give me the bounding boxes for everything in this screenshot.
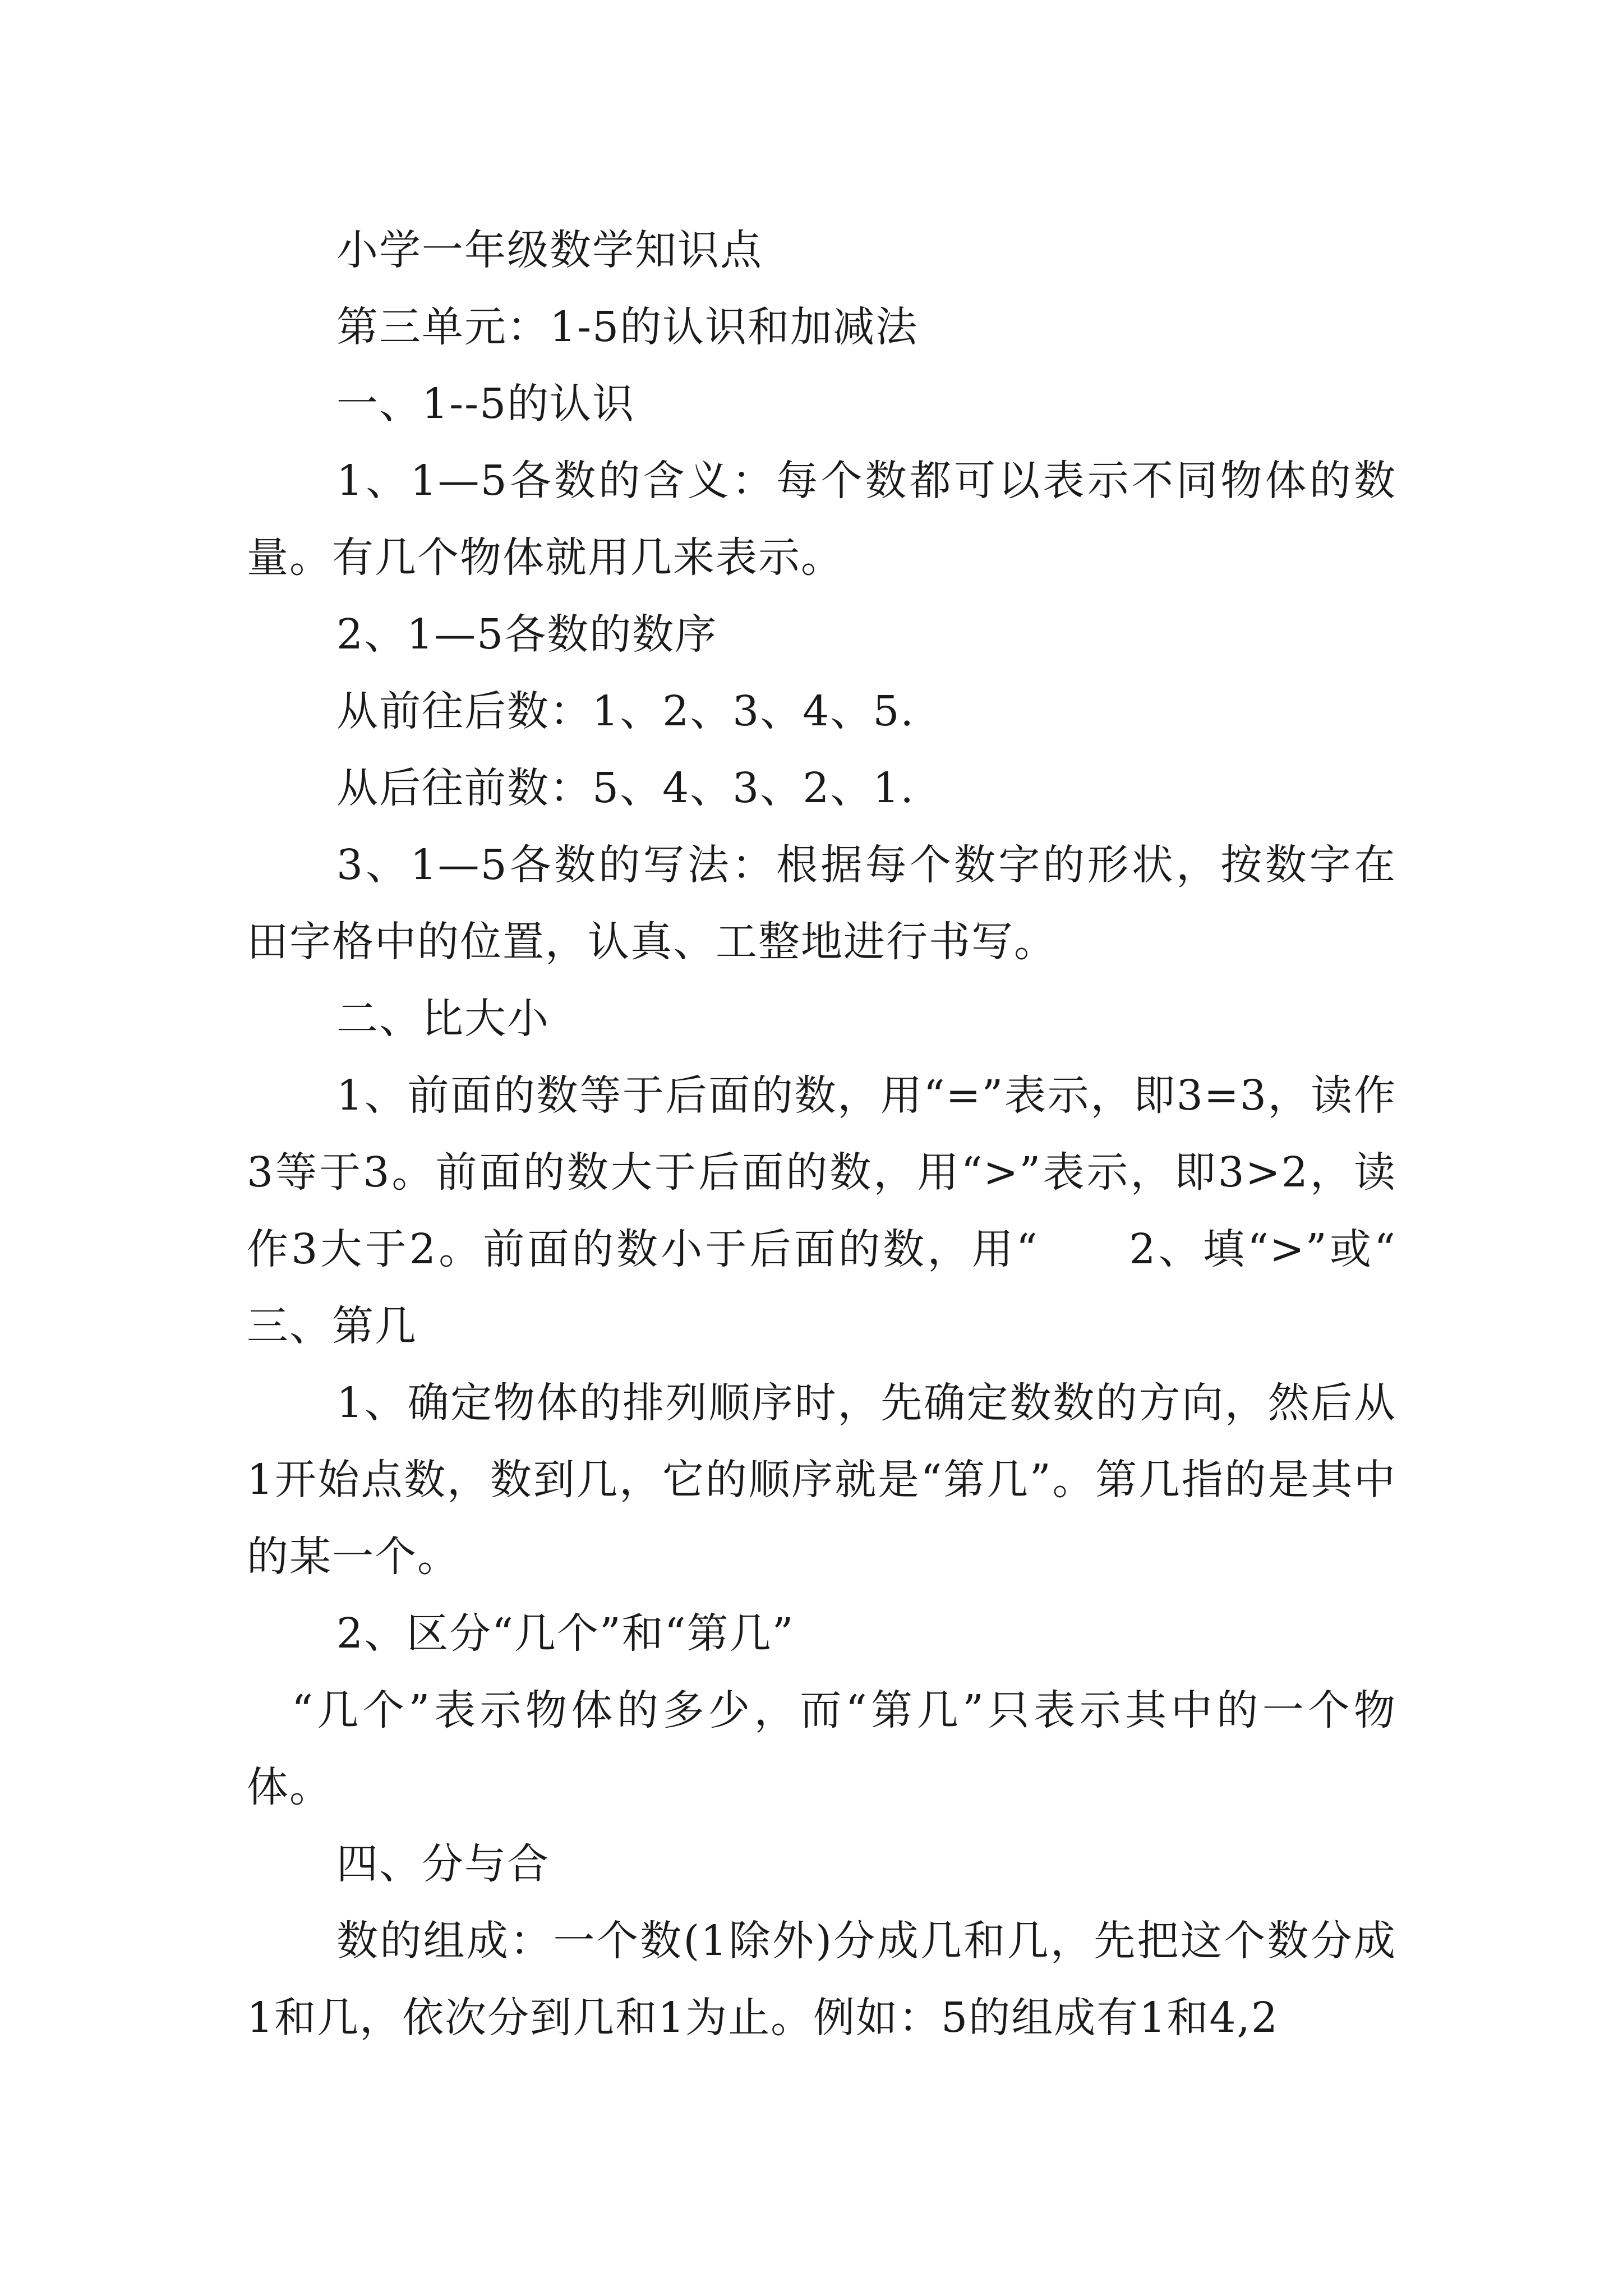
paragraph-count-backward: 从后往前数：5、4、3、2、1. xyxy=(336,764,915,812)
section-heading-4: 四、分与合 xyxy=(336,1840,550,1888)
section-heading-1: 一、1--5的认识 xyxy=(336,380,635,428)
paragraph-number-writing: 3、1—5各数的写法：根据每个数字的形状，按数字在田字格中的位置，认真、工整地进行书写。 xyxy=(247,841,1396,966)
document-title: 小学一年级数学知识点 xyxy=(336,226,763,274)
paragraph-composition: 数的组成：一个数(1除外)分成几和几，先把这个数分成1和几，依次分到几和1为止。例如：5的组成有1和4,2 xyxy=(247,1917,1396,2042)
paragraph-ordinal: 1、确定物体的排列顺序时，先确定数数的方向，然后从1开始点数，数到几，它的顺序就是“第几”。第几指的是其中的某一个。 xyxy=(247,1379,1396,1581)
document-body xyxy=(247,212,1482,2056)
paragraph-number-meaning: 1、1—5各数的含义：每个数都可以表示不同物体的数量。有几个物体就用几来表示。 xyxy=(247,457,1396,582)
paragraph-compare: 1、前面的数等于后面的数，用“=”表示，即3=3，读作3等于3。前面的数大于后面的数，用“>”表示，即3>2，读作3大于2。前面的数小于后面的数，用“ 2、填“>”或“ 三、第几 xyxy=(247,1071,1482,1350)
paragraph-distinguish: 2、区分“几个”和“第几” xyxy=(336,1609,795,1658)
unit-heading: 第三单元：1-5的认识和加减法 xyxy=(336,303,919,351)
section-heading-2: 二、比大小 xyxy=(336,995,550,1043)
paragraph-count-forward: 从前往后数：1、2、3、4、5. xyxy=(336,687,915,735)
paragraph-number-order: 2、1—5各数的数序 xyxy=(336,610,718,659)
paragraph-how-many: “几个”表示物体的多少，而“第几”只表示其中的一个物体。 xyxy=(247,1686,1396,1811)
